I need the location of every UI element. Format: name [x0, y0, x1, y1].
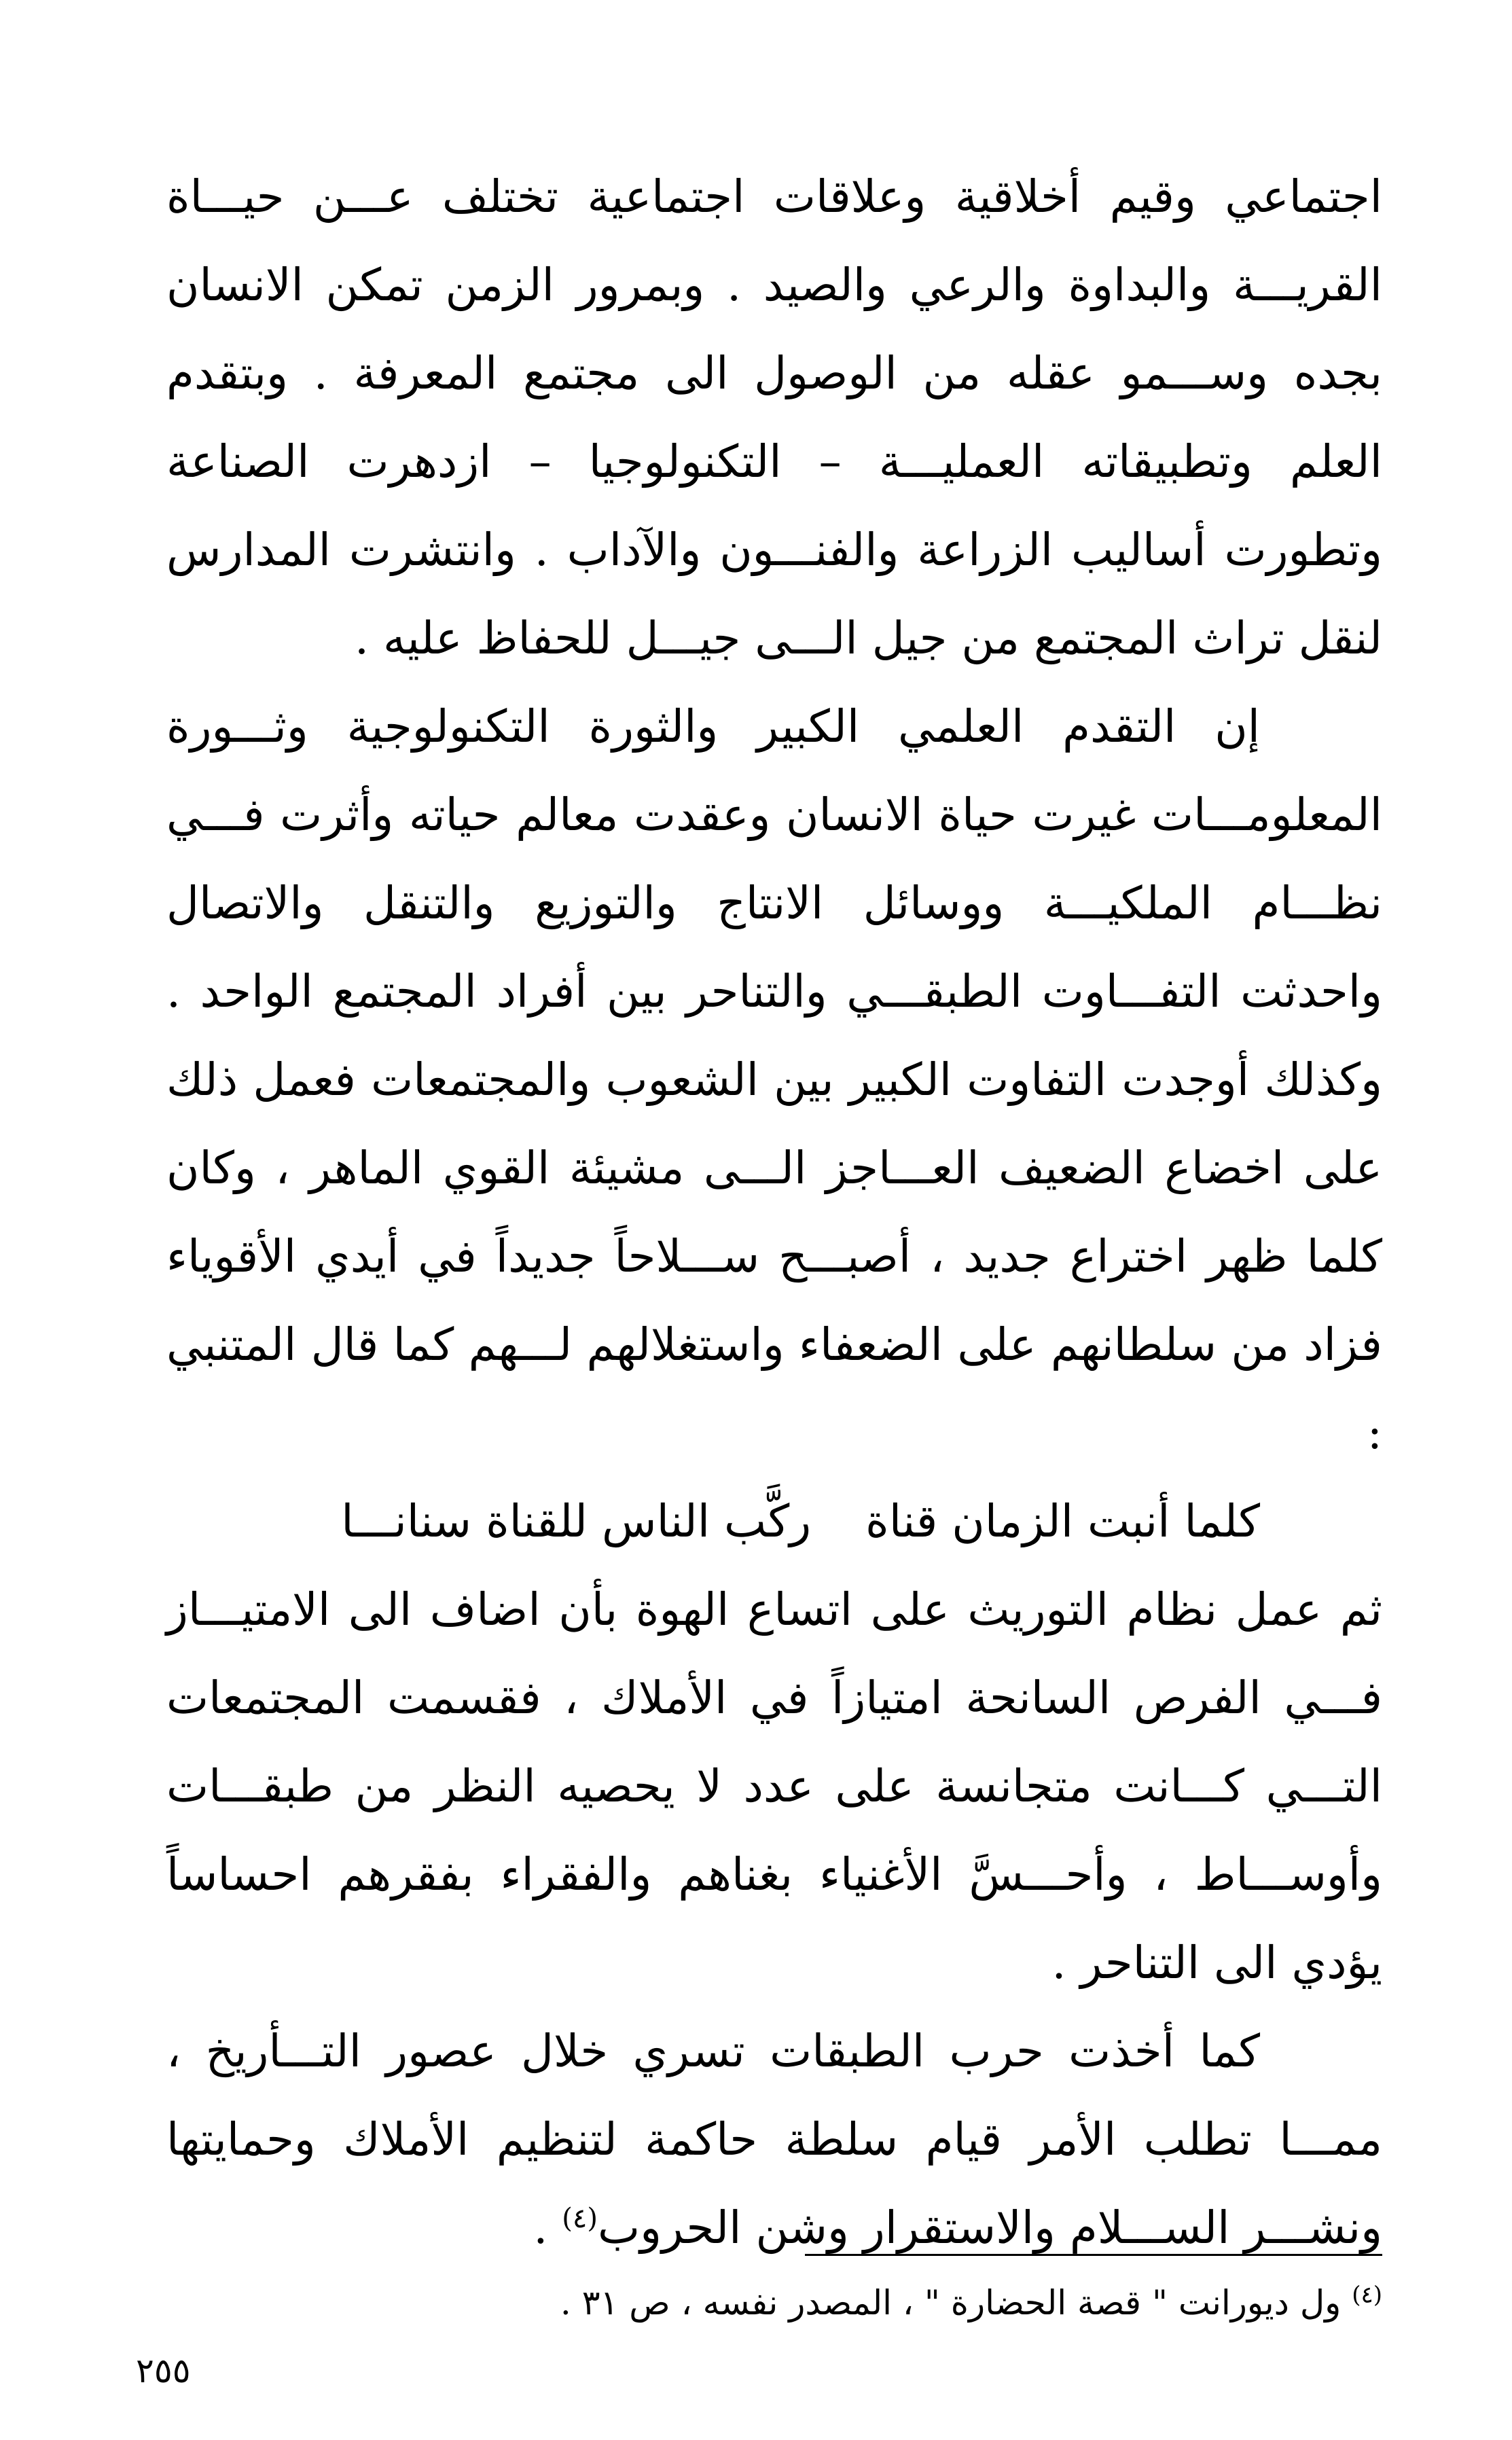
footnote-reference: (٤) — [562, 2203, 598, 2234]
footnote-text: ول ديورانت " قصة الحضارة " ، المصدر نفسه ، ص ٣١ . — [560, 2283, 1352, 2322]
paragraph-4-end: . — [533, 2202, 562, 2254]
poem-second-hemistich: ركَّب الناس للقناة سنانـــا — [341, 1495, 812, 1547]
footnote-number: (٤) — [1352, 2281, 1382, 2309]
footnote-divider — [805, 2254, 1382, 2256]
footnote — [370, 2276, 1382, 2330]
paragraph-4-text: كما أخذت حرب الطبقات تسري خلال عصور التـــأريخ ، ممـــا تطلب الأمر قيام سلطة حاكمة لتنظيم الأملاك وحمايتها ونشـــر الســـلام والاستقرار وشن الحروب — [166, 2025, 1382, 2254]
poem-first-hemistich: كلما أنبت الزمان قناة — [865, 1495, 1260, 1547]
poem-verse — [166, 1477, 1382, 1566]
paragraph-2: إن التقدم العلمي الكبير والثورة التكنولوجية وثـــورة المعلومـــات غيرت حياة الانسان وعقدت معالم حياته وأثرت فـــي نظـــام الملكيـــة ووسائل الانتاج والتوزيع والتنقل والاتصال واحدثت التفـــاوت الطبقـــي والتناحر بين أفراد المجتمع الواحد . وكذلك أوجدت التفاوت الكبير بين الشعوب والمجتمعات فعمل ذلك على اخضاع الضعيف العـــاجز الـــى مشيئة القوي الماهر ، وكان كلما ظهر اختراع جديد ، أصبـــح ســـلاحاً جديداً في أيدي الأقوياء فزاد من سلطانهم على الضعفاء واستغلالهم لـــهم كما قال المتنبي : — [166, 700, 1382, 1459]
paragraph-1: اجتماعي وقيم أخلاقية وعلاقات اجتماعية تختلف عـــن حيـــاة القريـــة والبداوة والرعي والصيد . وبمرور الزمن تمكن الانسان بجده وســـمو عقله من الوصول الى مجتمع المعرفة . وبتقدم العلم وتطبيقاته العمليـــة – التكنولوجيا – ازدهرت الصناعة وتطورت أساليب الزراعة والفنـــون والآداب . وانتشرت المدارس لنقل تراث المجتمع من جيل الـــى جيـــل للحفاظ عليه . — [166, 171, 1382, 664]
main-text — [166, 153, 1382, 2272]
page-number: ٢٥٥ — [136, 2351, 191, 2390]
paragraph-4 — [166, 2007, 1382, 2272]
paragraph-3: ثم عمل نظام التوريث على اتساع الهوة بأن اضاف الى الامتيـــاز فـــي الفرص السانحة امتيازاً في الأملاك ، فقسمت المجتمعات التـــي كـــانت متجانسة على عدد لا يحصيه النظر من طبقـــات وأوســـاط ، وأحـــسَّ الأغنياء بغناهم والفقراء بفقرهم احساساً يؤدي الى التناحر . — [166, 1583, 1382, 1989]
